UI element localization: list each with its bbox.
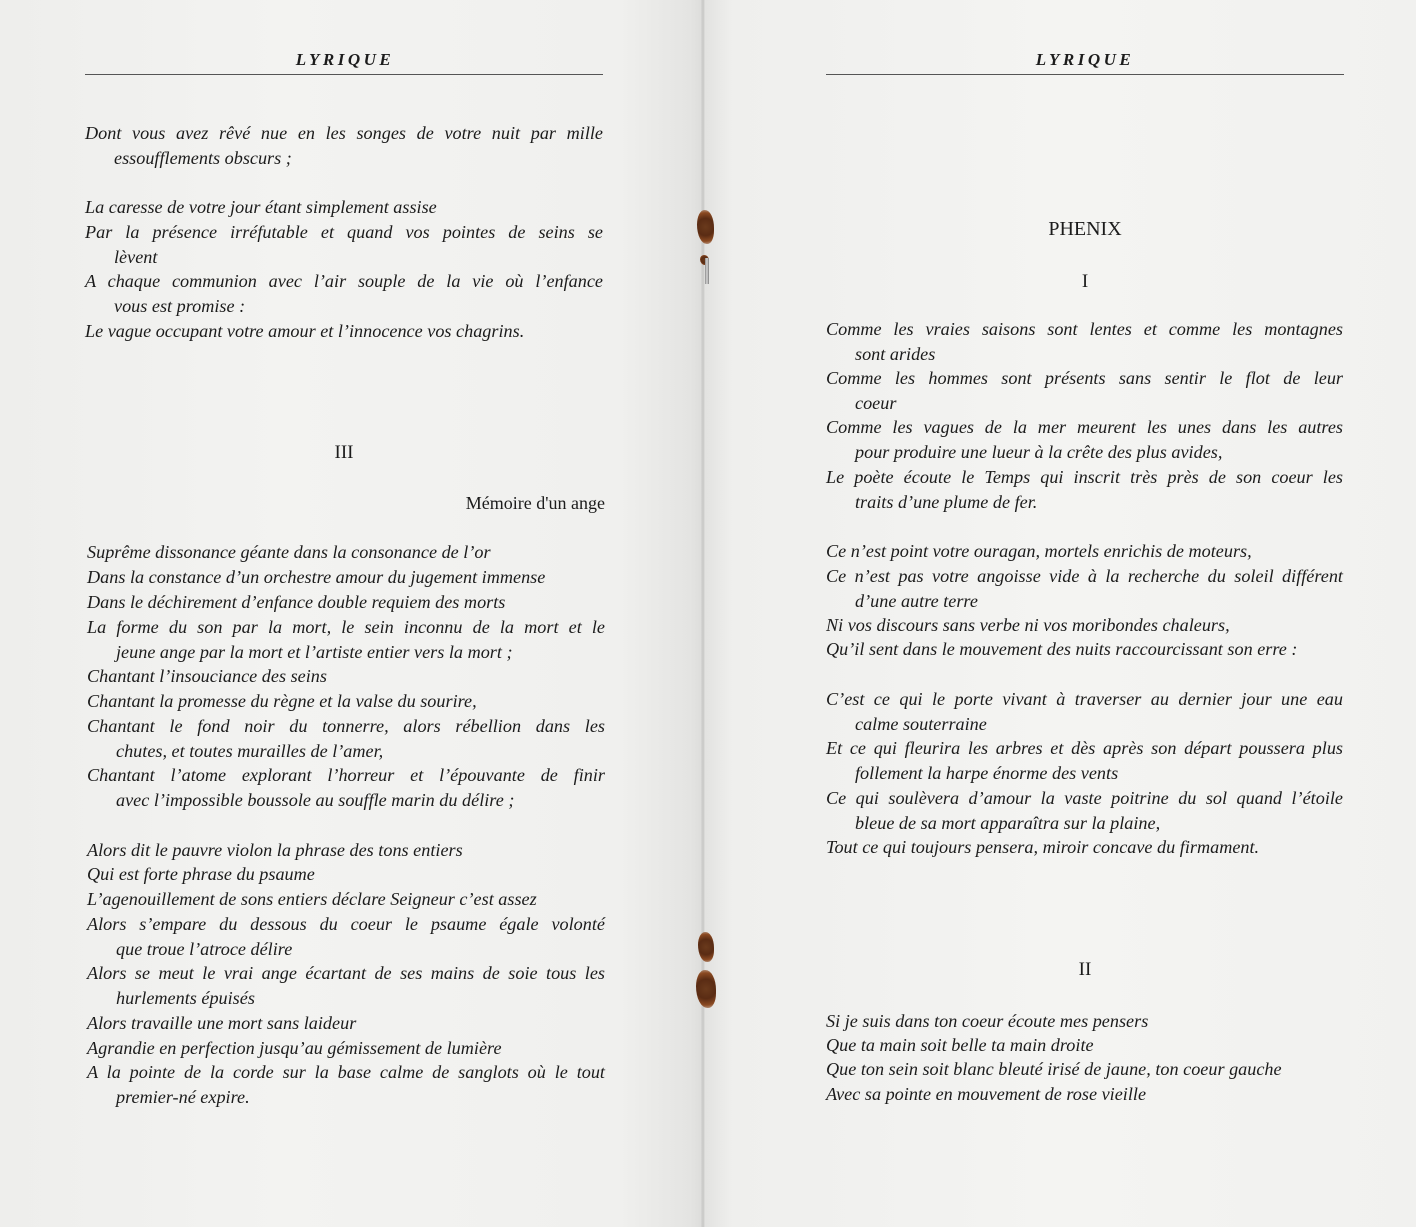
- verse-line: A la pointe de la corde sur la base calme de sanglots où le tout: [87, 1062, 605, 1082]
- verse-line: Avec sa pointe en mouvement de rose vieille: [826, 1084, 1147, 1104]
- verse-line-cont: hurlements épuisés: [116, 988, 255, 1008]
- verse-line: Chantant l’insouciance des seins: [87, 666, 327, 686]
- verse-line: Par la présence irréfutable et quand vos pointes de seins se: [85, 222, 603, 242]
- verse-line-cont: follement la harpe énorme des vents: [855, 763, 1119, 783]
- verse-line: Dont vous avez rêvé nue en les songes de votre nuit par mille: [85, 123, 603, 143]
- verse-line: La caresse de votre jour étant simplement assise: [85, 197, 437, 217]
- section-number-i: I: [1081, 271, 1089, 292]
- verse-line-cont: pour produire une lueur à la crête des plus avides,: [855, 442, 1223, 462]
- verse-line: Ce qui soulèvera d’amour la vaste poitrine du sol quand l’étoile: [826, 788, 1343, 808]
- verse-line: Suprême dissonance géante dans la consonance de l’or: [87, 542, 491, 562]
- verse-line: Et ce qui fleurira les arbres et dès après son départ poussera plus: [826, 738, 1343, 758]
- verse-line-cont: que troue l’atroce délire: [116, 939, 293, 959]
- verse-line: Chantant le fond noir du tonnerre, alors rébellion dans les: [87, 716, 605, 736]
- verse-line: Agrandie en perfection jusqu’au gémissement de lumière: [87, 1038, 502, 1058]
- verse-line: Si je suis dans ton coeur écoute mes pensers: [826, 1011, 1149, 1031]
- verse-line: Chantant l’atome explorant l’horreur et l’épouvante de finir: [87, 765, 605, 785]
- verse-line: Ce n’est pas votre angoisse vide à la recherche du soleil différent: [826, 566, 1343, 586]
- verse-line: La forme du son par la mort, le sein inconnu de la mort et le: [87, 617, 605, 637]
- verse-line: Ce n’est point votre ouragan, mortels enrichis de moteurs,: [826, 541, 1252, 561]
- verse-line: Tout ce qui toujours pensera, miroir concave du firmament.: [826, 837, 1260, 857]
- verse-line-cont: jeune ange par la mort et l’artiste entier vers la mort ;: [116, 642, 513, 662]
- verse-line: Alors travaille une mort sans laideur: [87, 1013, 357, 1033]
- verse-line-cont: avec l’impossible boussole au souffle marin du délire ;: [116, 790, 515, 810]
- verse-line: Dans la constance d’un orchestre amour du jugement immense: [87, 567, 546, 587]
- epigraph: Mémoire d'un ange: [465, 493, 605, 513]
- verse-line: Alors dit le pauvre violon la phrase des tons entiers: [87, 840, 463, 860]
- verse-line-cont: premier-né expire.: [116, 1087, 250, 1107]
- verse-line: Qui est forte phrase du psaume: [87, 864, 315, 884]
- verse-line: C’est ce qui le porte vivant à traverser au dernier jour une eau: [826, 689, 1343, 709]
- verse-line: Comme les vagues de la mer meurent les unes dans les autres: [826, 417, 1343, 437]
- right-header-rule: [826, 74, 1344, 75]
- verse-line-cont: vous est promise :: [114, 296, 246, 316]
- verse-line-cont: chutes, et toutes murailles de l’amer,: [116, 741, 384, 761]
- poem-title: PHENIX: [1048, 218, 1122, 240]
- verse-line: Que ta main soit belle ta main droite: [826, 1035, 1094, 1055]
- verse-line: Alors se meut le vrai ange écartant de ses mains de soie tous les: [87, 963, 605, 983]
- left-header-rule: [85, 74, 603, 75]
- verse-line: Ni vos discours sans verbe ni vos moribondes chaleurs,: [826, 615, 1230, 635]
- verse-line-cont: lèvent: [114, 247, 158, 267]
- section-number-iii: III: [334, 442, 354, 463]
- verse-line: Alors s’empare du dessous du coeur le psaume égale volonté: [87, 914, 605, 934]
- verse-line: Comme les vraies saisons sont lentes et comme les montagnes: [826, 319, 1343, 339]
- verse-line: Qu’il sent dans le mouvement des nuits raccourcissant son erre :: [826, 639, 1298, 659]
- verse-line-cont: traits d’une plume de fer.: [855, 492, 1038, 512]
- verse-line-cont: coeur: [855, 393, 897, 413]
- left-running-head: LYRIQUE: [295, 50, 395, 69]
- verse-line-cont: bleue de sa mort apparaîtra sur la plaine,: [855, 813, 1161, 833]
- verse-line: Dans le déchirement d’enfance double requiem des morts: [87, 592, 506, 612]
- verse-line: L’agenouillement de sons entiers déclare Seigneur c’est assez: [87, 889, 537, 909]
- verse-line-cont: sont arides: [855, 344, 936, 364]
- verse-line-cont: d’une autre terre: [855, 591, 978, 611]
- verse-line: A chaque communion avec l’air souple de la vie où l’enfance: [85, 271, 603, 291]
- verse-line-cont: essoufflements obscurs ;: [114, 148, 292, 168]
- verse-line: Le vague occupant votre amour et l’innocence vos chagrins.: [85, 321, 525, 341]
- section-number-ii: II: [1078, 959, 1092, 980]
- verse-line: Comme les hommes sont présents sans sentir le flot de leur: [826, 368, 1343, 388]
- verse-line: Chantant la promesse du règne et la valse du sourire,: [87, 691, 477, 711]
- book-gutter: [701, 0, 705, 1227]
- verse-line: Que ton sein soit blanc bleuté irisé de jaune, ton coeur gauche: [826, 1059, 1282, 1079]
- right-running-head: LYRIQUE: [1035, 50, 1135, 69]
- verse-line: Le poète écoute le Temps qui inscrit très près de son coeur les: [826, 467, 1343, 487]
- verse-line-cont: calme souterraine: [855, 714, 987, 734]
